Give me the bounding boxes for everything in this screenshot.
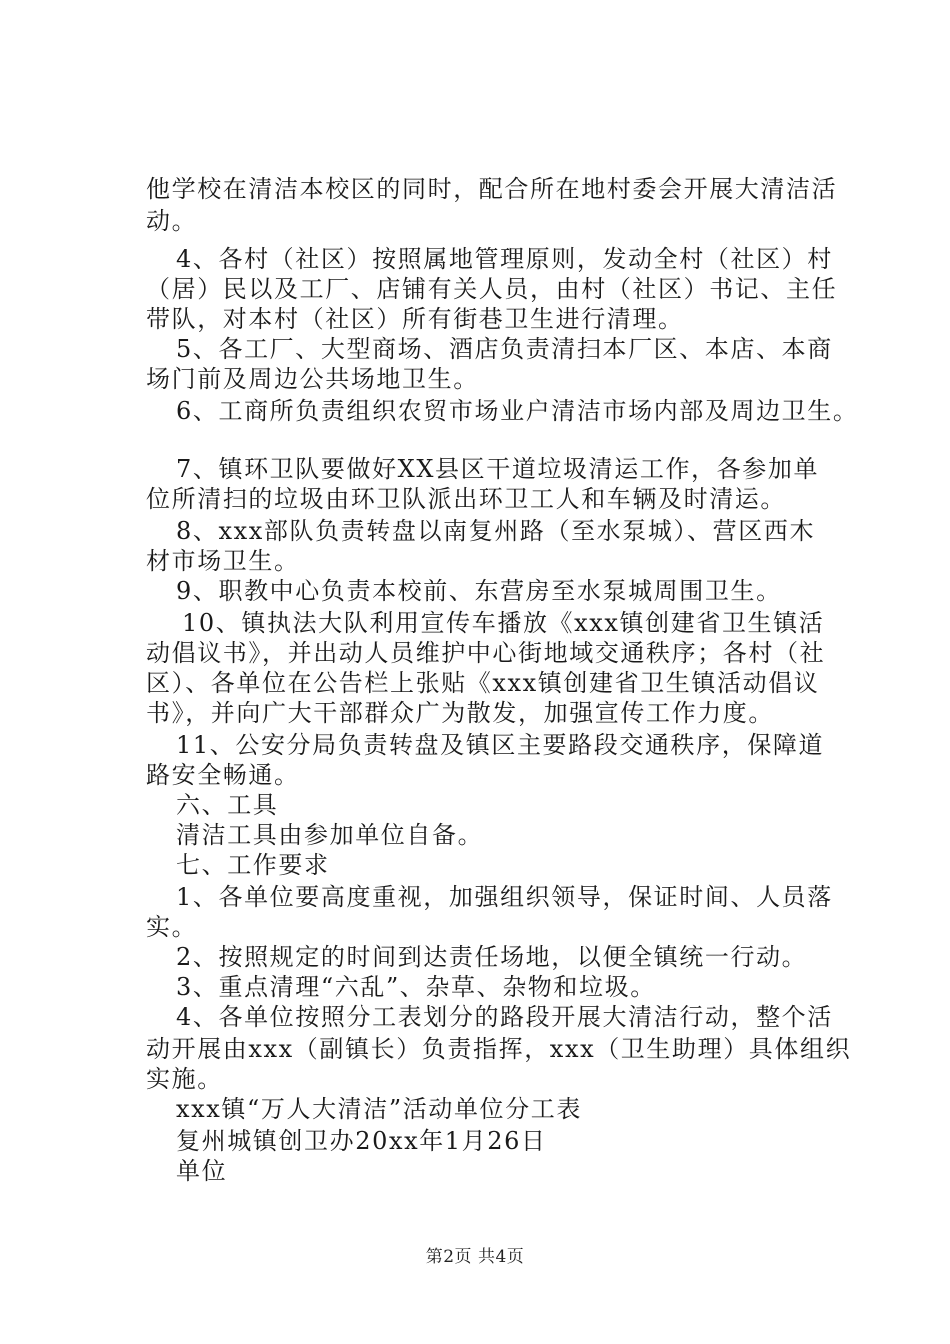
text-line: 11、公安分局负责转盘及镇区主要路段交通秩序，保障道 bbox=[176, 731, 825, 759]
text-line: 材市场卫生。 bbox=[146, 547, 300, 575]
section-heading: 六、工具 bbox=[176, 791, 279, 819]
text-line: 实。 bbox=[146, 913, 198, 941]
text-line: 书》，并向广大干部群众广为散发，加强宣传工作力度。 bbox=[146, 699, 774, 727]
text-line: （居）民以及工厂、店铺有关人员，由村（社区）书记、主任 bbox=[146, 275, 838, 303]
text-line: 6、工商所负责组织农贸市场业户清洁市场内部及周边卫生。 bbox=[176, 397, 859, 425]
text-line: 他学校在清洁本校区的同时，配合所在地村委会开展大清洁活 bbox=[146, 175, 838, 203]
text-line: 清洁工具由参加单位自备。 bbox=[176, 821, 484, 849]
text-line: 4、各单位按照分工表划分的路段开展大清洁行动，整个活 bbox=[176, 1003, 833, 1031]
text-line: 2、按照规定的时间到达责任场地，以便全镇统一行动。 bbox=[176, 943, 808, 971]
text-line: 带队，对本村（社区）所有街巷卫生进行清理。 bbox=[146, 305, 684, 333]
text-line: 5、各工厂、大型商场、酒店负责清扫本厂区、本店、本商 bbox=[176, 335, 833, 363]
issuer-date: 复州城镇创卫办20xx年1月26日 bbox=[176, 1127, 547, 1155]
text-line: 10、镇执法大队利用宣传车播放《xxx镇创建省卫生镇活 bbox=[182, 609, 825, 637]
text-line: 动。 bbox=[146, 207, 198, 235]
text-line: 路安全畅通。 bbox=[146, 761, 300, 789]
text-line: 4、各村（社区）按照属地管理原则，发动全村（社区）村 bbox=[176, 245, 833, 273]
text-line: 3、重点清理“六乱”、杂草、杂物和垃圾。 bbox=[176, 973, 656, 1001]
text-line: 场门前及周边公共场地卫生。 bbox=[146, 365, 479, 393]
text-line: 实施。 bbox=[146, 1065, 223, 1093]
section-heading: 七、工作要求 bbox=[176, 851, 330, 879]
text-line: 9、职教中心负责本校前、东营房至水泵城周围卫生。 bbox=[176, 577, 782, 605]
text-line: 7、镇环卫队要做好XX县区干道垃圾清运工作，各参加单 bbox=[176, 455, 820, 483]
text-line: 动倡议书》，并出动人员维护中心街地域交通秩序；各村（社 bbox=[146, 639, 826, 667]
text-line: 位所清扫的垃圾由环卫队派出环卫工人和车辆及时清运。 bbox=[146, 485, 786, 513]
text-line: 1、各单位要高度重视，加强组织领导，保证时间、人员落 bbox=[176, 883, 833, 911]
text-line: 区）、各单位在公告栏上张贴《xxx镇创建省卫生镇活动倡议 bbox=[146, 669, 820, 697]
text-line: 8、xxx部队负责转盘以南复州路（至水泵城）、营区西木 bbox=[176, 517, 816, 545]
table-header-unit: 单位 bbox=[176, 1157, 228, 1185]
table-title: xxx镇“万人大清洁”活动单位分工表 bbox=[176, 1095, 582, 1123]
text-line: 动开展由xxx（副镇长）负责指挥，xxx（卫生助理）具体组织 bbox=[146, 1035, 852, 1063]
page-number: 第2页 共4页 bbox=[425, 1247, 525, 1267]
